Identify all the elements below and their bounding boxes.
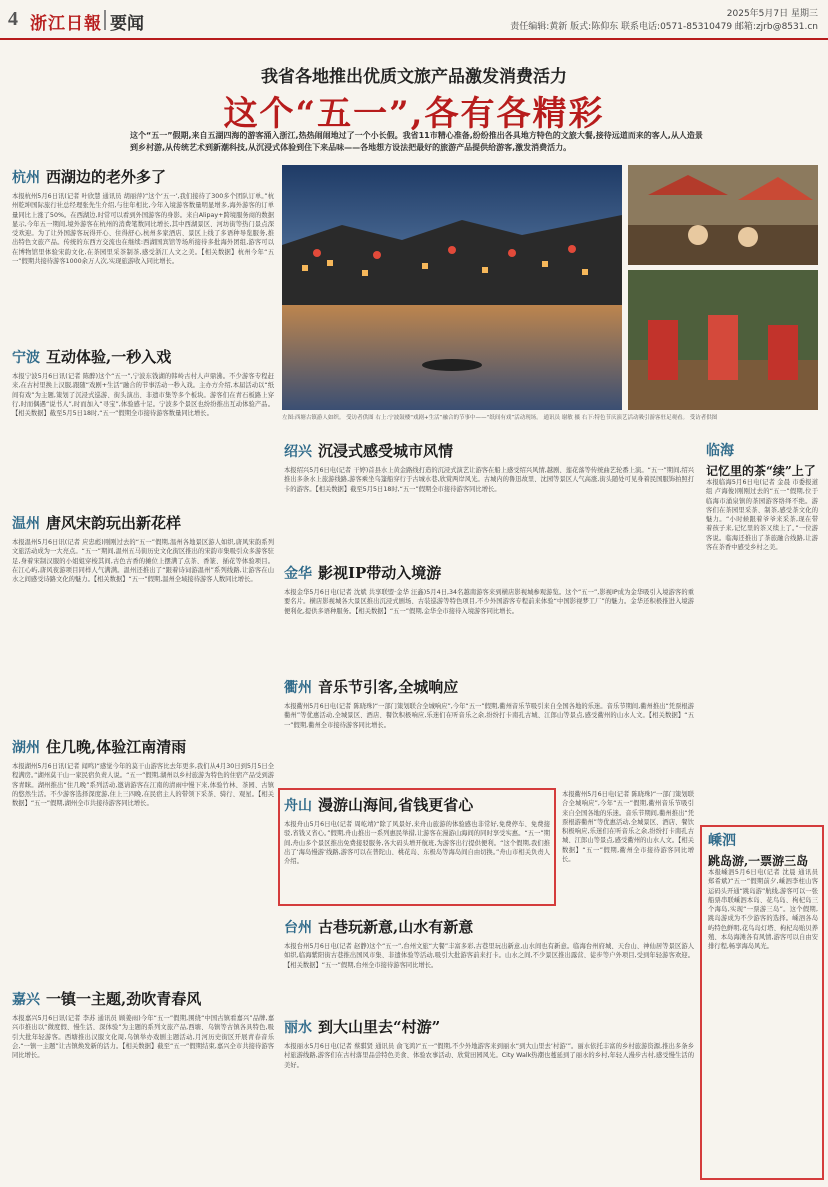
section-headline: 互动体验,一秒入戏 xyxy=(46,348,172,366)
article-hangzhou: 本报杭州5月6日讯(记者 叶欣慧 通讯员 胡丽萍)“这个‘五一’,我们接待了300多个团队订单。”杭州乾坤国际旅行社总经理张先生介绍,与往年相比,今年入境游客数量明显增多,海外游客的订单量同比上涨了50%。在西湖边,时常可以看到外国游客的身影。来自Alipay+跨境服务商的数据显示,今年五一期间,境外游客在杭州的消费笔数同比增长,其中西湖景区、河坊街等热门景点深受欢迎。为了让外国游客玩得开心、住得舒心,杭州多家酒店、景区上线了多语种导览服务,推出特色文旅产品。传统的东西方交流也在继续:西湖国宾馆等场所接待多批海外团组,游客可以在博物馆里体验宋韵文化,在茶园里采茶制茶,感受浙江人文之美。【相关数据】杭州今年“五一”假期共接待游客1000余万人次,实现旅游收入同比增长。 xyxy=(12,193,274,266)
section-city: 嵊泗 xyxy=(708,833,736,849)
section-city: 嘉兴 xyxy=(12,992,40,1008)
photo-festival-top xyxy=(628,165,818,265)
section-headline: 影视IP带动入境游 xyxy=(318,564,442,582)
article-shaoxing: 本报绍兴5月6日电(记者 干婷)首县水上黄金路线打造的沉浸式演艺让游客在船上感受绍兴风情,越剧、莲花落等传统曲艺轮番上演。“五一”期间,绍兴推出多条水上旅游线路,游客乘坐乌篷船穿行于古城水巷,欣赏两岸风光。古城内的鲁迅故里、沈园等景区人气高涨,街头随处可见身着民国服饰拍照打卡的游客。【相关数据】截至5月5日18时,“五一”假期全市接待游客同比增长。 xyxy=(284,467,694,493)
section-headline: 漫游山海间,省钱更省心 xyxy=(318,796,474,814)
article-lishui: 本报丽水5月6日电(记者 蔡骐贤 通讯员 俞飞鸿)“五一”假期,不少外地游客来到丽水“到大山里去‘村游’”。丽水依托丰富的乡村旅游资源,推出多条乡村旅游线路,游客们在古村落里品尝特色美食、体验农事活动、欣赏田园风光。City Walk热潮也蔓延到了丽水的乡村,年轻人漫步古村,感受慢生活的美好。 xyxy=(284,1043,694,1069)
section-city: 临海 xyxy=(706,443,734,459)
section-city: 衢州 xyxy=(284,680,312,696)
article-continued-mid: 本报衢州5月6日电(记者 陈晓珠)“一部门策划联合全城响应”,今年“五一”假期,衢州音乐节吸引来自全国各地的乐迷。音乐节期间,衢州推出“凭票根游衢州”等优惠活动,全城景区、酒店、餐饮积极响应,乐迷们在听音乐之余,纷纷打卡南孔古城、江郎山等景点,感受衢州的山水人文。【相关数据】“五一”假期,衢州全市接待游客同比增长。 xyxy=(562,791,694,864)
article-linhai: 本报临海5月6日电(记者 金晨 市委报道组 卢海俊)刚刚过去的“五一”假期,位于临海市涌泉镇的茶园游客络绎不绝。游客们在茶园里采茶、制茶,感受茶文化的魅力。“小时候跟着爷爷来采茶,现在带着孩子来,记忆里的茶又续上了。”一位游客说。临海还推出了茶旅融合线路,让游客在茶香中感受乡村之美。 xyxy=(706,479,818,552)
section-title-wenzhou xyxy=(12,512,181,533)
article-zhoushan: 本报舟山5月6日电(记者 周屹靖)“除了风景好,来舟山旅游的体验感也非常好,免费停车、免费接驳,省钱又省心。”假期,舟山推出一系列惠民举措,让游客在漫游山海间的同时享受实惠。“五一”期间,舟山多个景区推出免费接驳服务,各大码头增开航班,为游客出行提供便利。“这个假期,我们推出了‘海岛慢游’线路,游客可以在普陀山、桃花岛、东极岛等海岛间自由切换。”舟山市相关负责人介绍。 xyxy=(284,821,550,866)
section-title-shaoxing xyxy=(284,440,453,461)
section-headline: 一镇一主题,劲吹青春风 xyxy=(46,990,202,1008)
article-jinhua: 本报金华5月6日电(记者 沈斌 共享联盟·金华 汪鑫)5月4日,34名越南游客来到横店影视城参观游览。这个“五一”,影视IP成为金华吸引入境游客的重要名片。横店影视城各大景区推出沉浸式剧场、古装巡游等特色项目,不少外国游客专程前来体验“中国影视梦工厂”的魅力。金华还积极推进入境游便利化,提供多语种服务。【相关数据】“五一”假期,金华全市接待入境游客同比增长。 xyxy=(284,589,694,615)
article-taizhou: 本报台州5月6日电(记者 赵静)这个“五一”,台州文旅“大餐”丰富多彩,古巷里玩出新意,山水间也有新意。临海台州府城、天台山、神仙居等景区游人如织,临海紫阳街古巷推出国风市集、非遗体验等活动,吸引大批游客前来打卡。山水之间,不少景区推出露营、徒步等户外项目,受到年轻游客欢迎。【相关数据】“五一”假期,台州全市接待游客同比增长。 xyxy=(284,943,694,969)
section-name: 要闻 xyxy=(110,14,144,34)
page-number: 4 xyxy=(8,8,18,30)
section-headline: 古巷玩新意,山水有新意 xyxy=(318,918,474,936)
main-headline: 这个“五一”,各有各精彩 xyxy=(223,94,605,134)
article-huzhou: 本报湖州5月6日讯(记者 闻鸣)“感觉今年的莫干山游客比去年更多,我们从4月30日到5月5日全程满房。”湖州莫干山一家民宿负责人说。“五一”假期,湖州以乡村旅游为特色的住宿产品受到游客青睐。湖州推出“住几晚”系列活动,邀请游客在江南的清雨中慢下来,体验竹林、茶园、古镇的悠然生活。不少游客选择深度游,住上三四晚,在民宿主人的带领下采茶、骑行、观星。【相关数据】“五一”假期,湖州全市共接待游客同比增长。 xyxy=(12,763,274,808)
section-city: 温州 xyxy=(12,516,40,532)
section-headline: 沉浸式感受城市风情 xyxy=(318,442,454,460)
section-title-linhai xyxy=(706,440,816,479)
section-title-jinhua xyxy=(284,562,441,583)
article-ningbo: 本报宁波5月6日讯(记者 陈醉)这个“五一”,宁波东钱湖的韩岭古村人声鼎沸。不少游客专程赶来,在古村里换上汉服,跟随“戏剧+生活”融合的节事活动一秒入戏。主办方介绍,本届活动以“纸间有戏”为主题,策划了沉浸式巡游、街头演出、非遗市集等多个板块。游客们在青石板路上穿行,时而偶遇“说书人”,时而加入“寻宝”,体验感十足。宁波多个景区也纷纷推出互动体验产品。【相关数据】截至5月5日18时,“五一”假期全市接待游客数量同比增长。 xyxy=(12,373,274,418)
photo-water-town xyxy=(282,165,622,410)
photo-caption: 左图:西塘古镇游人如织。 受访者供图 右上:宁波鼓楼“戏剧+生活”融合的节事中——“纸间有戏”活动现场。 通讯员 谢敏 摄 右下:特色节庆演艺活动吸引游客驻足观看。 受访者供图 xyxy=(282,415,718,421)
issue-date: 2025年5月7日 星期三 xyxy=(726,9,818,19)
section-title-shengsi xyxy=(708,830,808,869)
masthead xyxy=(0,0,828,40)
section-title-zhoushan xyxy=(284,794,473,815)
section-city: 台州 xyxy=(284,920,312,936)
section-headline: 记忆里的茶“续”上了 xyxy=(706,464,816,478)
masthead-divider xyxy=(104,10,106,30)
article-quzhou: 本报衢州5月6日电(记者 陈晓珠)“一部门策划联合全城响应”,今年“五一”假期,衢州音乐节吸引来自全国各地的乐迷。音乐节期间,衢州推出“凭票根游衢州”等优惠活动,全城景区、酒店、餐饮积极响应,乐迷们在听音乐之余,纷纷打卡南孔古城、江郎山等景点,感受衢州的山水人文。【相关数据】“五一”假期,衢州全市接待游客同比增长。 xyxy=(284,703,694,729)
section-city: 丽水 xyxy=(284,1020,312,1036)
section-city: 舟山 xyxy=(284,798,312,814)
section-title-huzhou xyxy=(12,736,186,757)
festival-bottom-image xyxy=(628,270,818,410)
section-city: 宁波 xyxy=(12,350,40,366)
section-city: 金华 xyxy=(284,566,312,582)
paper-name: 浙江日報 xyxy=(30,14,102,34)
article-wenzhou: 本报温州5月6日讯(记者 应忠彪)刚刚过去的“五一”假期,温州各地景区游人如织,唐风宋韵系列文旅活动成为一大亮点。“五一”期间,温州五马街历史文化街区推出的宋韵市集吸引众多游客驻足,身着宋制汉服的小姐姐穿梭其间,古色古香的摊位上摆满了点茶、香篆、插花等体验项目。在江心屿,唐风夜游项目同样人气满满。温州还推出了“跟着诗词游温州”系列线路,让游客在山水之间感受诗路文化的魅力。【相关数据】“五一”假期,温州全域接待游客人数同比增长。 xyxy=(12,539,274,584)
section-headline: 住几晚,体验江南清雨 xyxy=(46,738,187,756)
section-title-taizhou xyxy=(284,916,473,937)
masthead-meta xyxy=(510,8,818,34)
kicker-headline: 我省各地推出优质文旅产品激发消费活力 xyxy=(261,67,567,87)
section-city: 绍兴 xyxy=(284,444,312,460)
section-title-jiaxing xyxy=(12,988,201,1009)
section-headline: 唐风宋韵玩出新花样 xyxy=(46,514,182,532)
photo-festival-bottom xyxy=(628,270,818,410)
section-headline: 西湖边的老外多了 xyxy=(46,168,167,186)
section-title-ningbo xyxy=(12,346,171,367)
section-title-lishui xyxy=(284,1016,440,1037)
water-town-image xyxy=(282,165,622,410)
section-title-quzhou xyxy=(284,676,458,697)
festival-top-image xyxy=(628,165,818,265)
editor-info: 责任编辑:黄新 版式:陈仰东 联系电话:0571-85310479 邮箱:zjrb@8531.cn xyxy=(510,22,818,32)
section-headline: 到大山里去“村游” xyxy=(318,1018,441,1036)
section-headline: 跳岛游,一票游三岛 xyxy=(708,854,809,868)
article-jiaxing: 本报嘉兴5月6日讯(记者 李苏 通讯员 顾姜雨)今年“五一”假期,围绕“中国古镇看嘉兴”品牌,嘉兴市推出以“微度假、慢生活、深体验”为主题的系列文旅产品,西塘、乌镇等古镇各具特色,吸引大批年轻游客。西塘推出汉服文化周,乌镇举办戏剧主题活动,月河历史街区开展青春音乐会,“一镇一主题”让古镇焕发新的活力。【相关数据】截至“五一”假期结束,嘉兴全市共接待游客同比增长。 xyxy=(12,1015,274,1060)
section-city: 湖州 xyxy=(12,740,40,756)
section-headline: 音乐节引客,全城响应 xyxy=(318,678,459,696)
article-shengsi: 本报嵊泗5月6日电(记者 沈晨 通讯员 郑希斌)“五一”假期前夕,嵊泗李柱山客运码头开通“跳岛游”航线,游客可以一张船票串联嵊泗本岛、花鸟岛、枸杞岛三个海岛,实现“一票游三岛”。这个假期,跳岛游成为不少游客的选择。嵊泗各岛屿特色鲜明,花鸟岛灯塔、枸杞岛贻贝养殖、本岛海滩各有风情,游客可以自由安排行程,畅享海岛风光。 xyxy=(708,869,818,951)
section-city: 杭州 xyxy=(12,170,40,186)
lead-paragraph: 这个“五一”假期,来自五湖四海的游客涌入浙江,热热闹闹地过了一个小长假。我省11市精心准备,纷纷推出各具地方特色的文旅大餐,接待远道而来的客人,从人造景到乡村游,从传统艺术到新潮科技,从沉浸式体验到住下来品味——各地想方设法把最好的旅游产品提供给游客,激发消费活力。 xyxy=(130,131,703,152)
section-title-hangzhou xyxy=(12,166,166,187)
